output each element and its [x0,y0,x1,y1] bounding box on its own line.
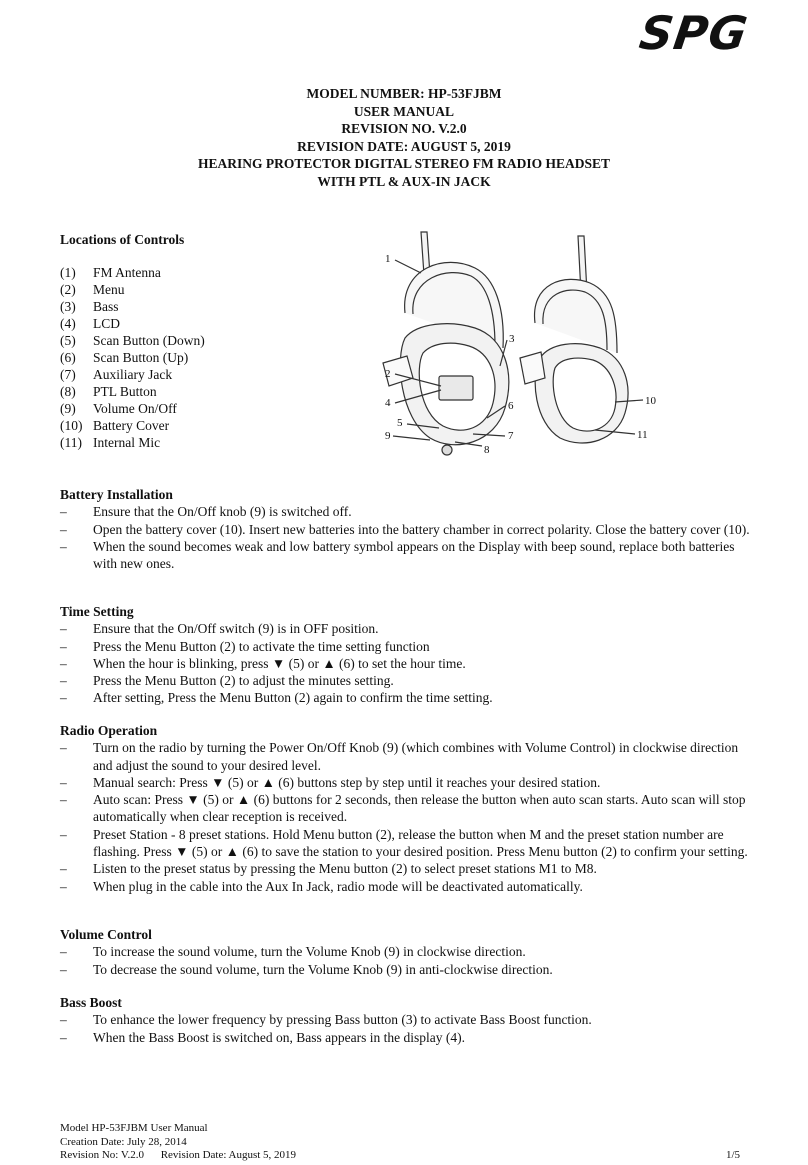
list-item [60,281,205,298]
callout-2: 2 [385,368,391,380]
dash: – [60,961,67,977]
list-item [60,1029,750,1046]
callout-7: 7 [508,430,514,442]
lcd-display [439,376,473,400]
callout-9: 9 [385,430,391,442]
control-label: FM Antenna [93,265,161,280]
section-title: Bass Boost [60,995,122,1010]
list-item [60,383,205,400]
list-item [60,672,750,689]
list-item [60,638,750,655]
list-item [60,943,750,960]
list-item [60,1011,750,1028]
dash: – [60,792,67,808]
list-item [60,826,750,861]
list-item [60,298,205,315]
callout-1: 1 [385,253,391,265]
control-number: (1) [60,265,76,280]
footer-revision-no: Revision No: V.2.0 [60,1149,144,1161]
bullet-text: Listen to the preset status by pressing the Menu button (2) to select preset stations M1 to M8. [93,861,597,877]
callout-3: 3 [509,333,515,345]
header-product-subtitle: WITH PTL & AUX-IN JACK [317,173,491,189]
bullet-text: Preset Station - 8 preset stations. Hold Menu button (2), release the button when M and the preset station number are flashing. Press ▼ (5) or ▲ (6) to save the station to your desired position. Press Menu button (2) to confirm your setting. [93,826,748,860]
header-user-manual: USER MANUAL [353,103,455,119]
control-number: (8) [60,384,76,399]
dash: – [60,673,67,689]
footer-revision-date: Revision Date: August 5, 2019 [160,1149,297,1161]
callout-8: 8 [484,444,490,456]
list-item [60,739,750,774]
bullet-text: When the sound becomes weak and low battery symbol appears on the Display with beep sound, replace both batteries with new ones. [93,538,735,572]
control-number: (5) [60,333,76,348]
control-number: (7) [60,367,76,382]
callout-11: 11 [637,429,648,441]
bullet-text: Manual search: Press ▼ (5) or ▲ (6) buttons step by step until it reaches your desired station. [93,774,601,790]
section-title: Radio Operation [60,723,158,738]
list-item [60,264,205,281]
dash: – [60,1029,67,1045]
callout-5: 5 [397,417,403,429]
bullet-text: Ensure that the On/Off switch (9) is in OFF position. [93,621,379,637]
control-label: Bass [93,299,119,314]
dash: – [60,826,67,842]
headset-diagram [355,228,685,463]
dash: – [60,655,67,671]
list-item [60,521,750,538]
control-label: Battery Cover [93,418,170,433]
control-number: (9) [60,401,76,416]
callout-6: 6 [508,400,514,412]
bullet-text: When the hour is blinking, press ▼ (5) or ▲ (6) to set the hour time. [93,655,466,671]
dash: – [60,774,67,790]
control-label: Scan Button (Up) [93,350,189,365]
dash: – [60,740,67,756]
list-item [60,400,205,417]
bullet-text: When plug in the cable into the Aux In Jack, radio mode will be deactivated automatically. [93,878,583,894]
callout-4: 4 [385,397,391,409]
volume-section [60,926,750,978]
dash: – [60,538,67,554]
controls-list [60,264,205,451]
radio-section [60,722,750,895]
locations-title: Locations of Controls [60,232,185,247]
list-item [60,689,750,706]
list-item [60,774,750,791]
header-product-title: HEARING PROTECTOR DIGITAL STEREO FM RADIO HEADSET [197,156,611,171]
list-item [60,655,750,672]
bass-section [60,994,750,1046]
header-revision-date: REVISION DATE: AUGUST 5, 2019 [297,138,511,154]
section-title: Time Setting [60,604,134,619]
dash: – [60,621,67,637]
control-label: LCD [93,316,120,331]
bullet-text: To decrease the sound volume, turn the Volume Knob (9) in anti-clockwise direction. [93,961,553,977]
list-item [60,538,750,573]
control-number: (11) [60,435,82,450]
bullet-text: Press the Menu Button (2) to activate the time setting function [93,638,430,654]
list-item [60,961,750,978]
control-label: Internal Mic [93,435,161,450]
list-item [60,878,750,895]
bullet-text: Open the battery cover (10). Insert new batteries into the battery chamber in correct polarity. Close the battery cover (10). [93,521,750,537]
bullet-text: Auto scan: Press ▼ (5) or ▲ (6) buttons for 2 seconds, then release the button when auto scan starts. Auto scan will stop automatically when clear reception is received. [93,792,746,825]
bullet-text: Ensure that the On/Off knob (9) is switched off. [93,504,352,520]
list-item [60,791,750,826]
dash: – [60,878,67,894]
page-footer [60,1122,740,1163]
footer-creation-date: Creation Date: July 28, 2014 [60,1135,187,1148]
dash: – [60,638,67,654]
list-item [60,620,750,637]
control-number: (10) [60,418,83,433]
bullet-text: Turn on the radio by turning the Power On/Off Knob (9) (which combines with Volume Control) in clockwise direction and adjust the sound to your desired level. [93,740,739,773]
dash: – [60,690,67,706]
bullet-text: To enhance the lower frequency by pressing Bass button (3) to activate Bass Boost function. [93,1012,592,1028]
list-item [60,503,750,520]
time-section [60,603,750,707]
control-label: PTL Button [93,384,157,399]
dash: – [60,521,67,537]
dash: – [60,861,67,877]
header-revision-no: REVISION NO. V.2.0 [341,121,467,136]
dash: – [60,1012,67,1028]
dash: – [60,504,67,520]
page-number: 1/5 [725,1149,740,1161]
list-item [60,434,205,451]
list-item [60,860,750,877]
control-number: (3) [60,299,76,314]
footer-revision-row [60,1149,740,1163]
control-label: Auxiliary Jack [93,367,173,382]
list-item [60,315,205,332]
section-title: Battery Installation [60,487,173,502]
bullet-text: After setting, Press the Menu Button (2) again to confirm the time setting. [93,690,493,706]
footer-revision [60,1149,296,1163]
bullet-text: Press the Menu Button (2) to adjust the minutes setting. [93,673,394,689]
list-item [60,417,205,434]
control-label: Menu [93,282,125,297]
dash: – [60,944,67,960]
list-item [60,349,205,366]
control-number: (2) [60,282,76,297]
list-item [60,366,205,383]
bullet-text: To increase the sound volume, turn the Volume Knob (9) in clockwise direction. [93,944,526,960]
control-number: (6) [60,350,76,365]
bullet-text: When the Bass Boost is switched on, Bass appears in the display (4). [93,1029,465,1045]
control-label: Scan Button (Down) [93,333,205,348]
list-item [60,332,205,349]
callout-10: 10 [645,395,656,407]
footer-manual-name: Model HP-53FJBM User Manual [60,1122,208,1134]
document-header [0,85,808,190]
section-title: Volume Control [60,927,152,942]
header-model-number: MODEL NUMBER: HP-53FJBM [306,86,502,101]
battery-section [60,486,750,572]
control-label: Volume On/Off [93,401,177,416]
control-number: (4) [60,316,76,331]
spg-logo: SPG [636,6,752,60]
